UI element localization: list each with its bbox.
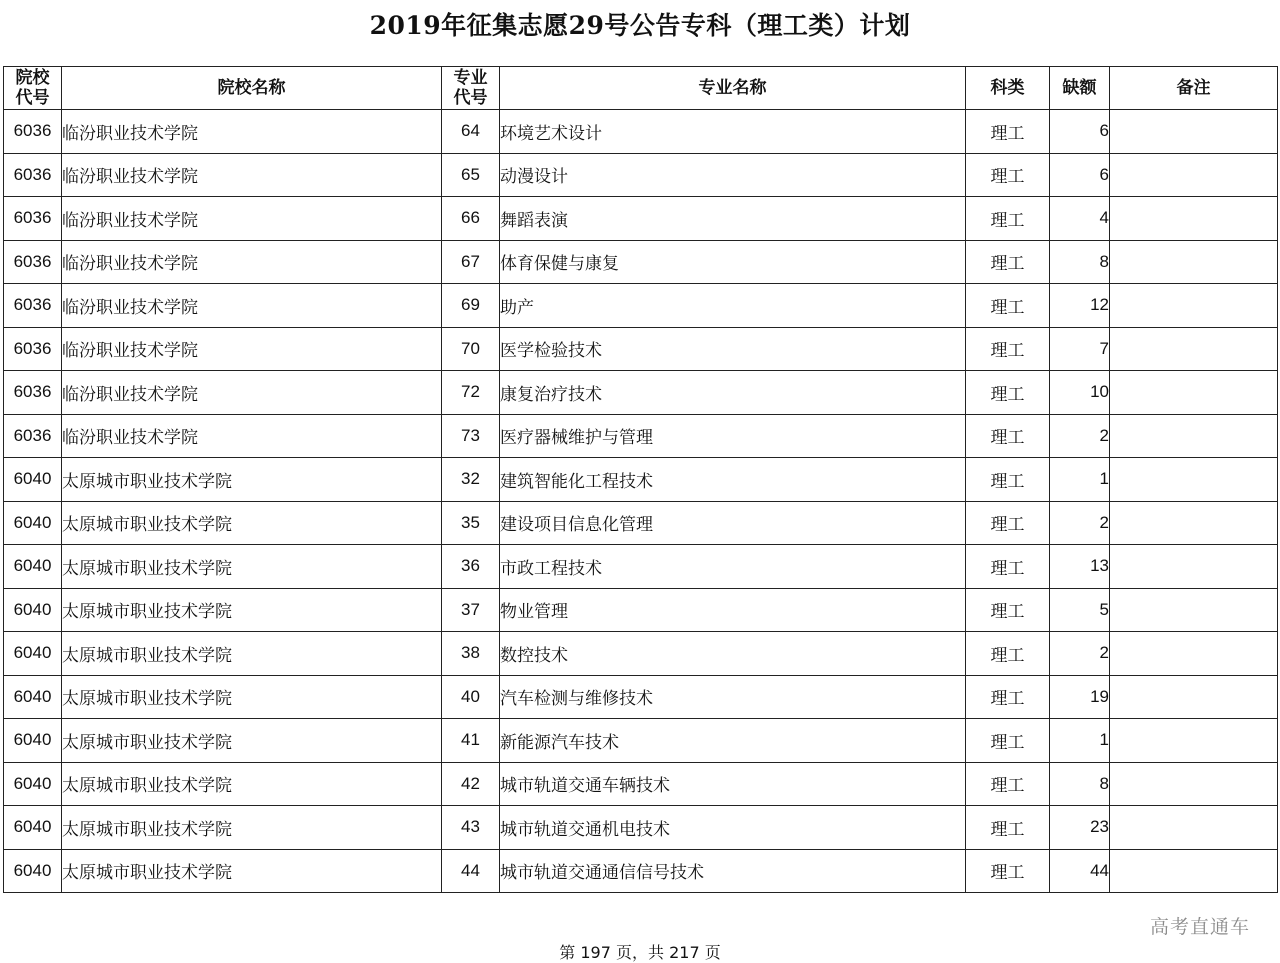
- cell-school-code: 6036: [4, 414, 62, 458]
- cell-school-code: 6036: [4, 284, 62, 328]
- table-row: [4, 719, 1278, 763]
- cell-quota: 2: [1050, 414, 1110, 458]
- cell-category: 理工: [966, 849, 1050, 893]
- cell-school-name: 太原城市职业技术学院: [62, 675, 442, 719]
- cell-major-name: 城市轨道交通通信信号技术: [500, 849, 966, 893]
- cell-school-code: 6040: [4, 545, 62, 589]
- cell-school-code: 6036: [4, 327, 62, 371]
- cell-quota: 1: [1050, 458, 1110, 502]
- cell-school-name: 临汾职业技术学院: [62, 284, 442, 328]
- cell-category: 理工: [966, 545, 1050, 589]
- cell-school-name: 太原城市职业技术学院: [62, 762, 442, 806]
- header-major-name: 专业名称: [500, 67, 966, 110]
- table-row: [4, 588, 1278, 632]
- cell-note: [1110, 675, 1278, 719]
- cell-category: 理工: [966, 588, 1050, 632]
- cell-school-code: 6040: [4, 588, 62, 632]
- cell-quota: 2: [1050, 501, 1110, 545]
- cell-school-name: 太原城市职业技术学院: [62, 588, 442, 632]
- cell-quota: 19: [1050, 675, 1110, 719]
- cell-major-code: 36: [442, 545, 500, 589]
- cell-category: 理工: [966, 284, 1050, 328]
- header-school-code: 院校 代号: [4, 67, 62, 110]
- cell-major-name: 建设项目信息化管理: [500, 501, 966, 545]
- cell-school-name: 太原城市职业技术学院: [62, 545, 442, 589]
- cell-school-code: 6040: [4, 632, 62, 676]
- cell-major-code: 40: [442, 675, 500, 719]
- cell-note: [1110, 327, 1278, 371]
- cell-note: [1110, 153, 1278, 197]
- cell-quota: 6: [1050, 153, 1110, 197]
- cell-major-name: 数控技术: [500, 632, 966, 676]
- cell-major-name: 城市轨道交通机电技术: [500, 806, 966, 850]
- cell-school-code: 6040: [4, 501, 62, 545]
- cell-school-code: 6040: [4, 806, 62, 850]
- cell-major-name: 汽车检测与维修技术: [500, 675, 966, 719]
- cell-school-name: 太原城市职业技术学院: [62, 632, 442, 676]
- table-row: [4, 371, 1278, 415]
- header-category: 科类: [966, 67, 1050, 110]
- header-major-code: 专业 代号: [442, 67, 500, 110]
- cell-major-code: 70: [442, 327, 500, 371]
- cell-school-name: 太原城市职业技术学院: [62, 806, 442, 850]
- table-row: [4, 414, 1278, 458]
- cell-major-code: 72: [442, 371, 500, 415]
- cell-quota: 8: [1050, 762, 1110, 806]
- cell-quota: 1: [1050, 719, 1110, 763]
- cell-school-code: 6040: [4, 719, 62, 763]
- table-row: [4, 849, 1278, 893]
- cell-category: 理工: [966, 501, 1050, 545]
- cell-major-code: 42: [442, 762, 500, 806]
- cell-major-name: 环境艺术设计: [500, 110, 966, 154]
- table-row: [4, 458, 1278, 502]
- cell-note: [1110, 719, 1278, 763]
- table-row: [4, 240, 1278, 284]
- plan-table: [3, 66, 1278, 893]
- cell-school-code: 6036: [4, 110, 62, 154]
- cell-major-code: 43: [442, 806, 500, 850]
- watermark-text: 高考直通车: [1149, 916, 1250, 938]
- cell-category: 理工: [966, 719, 1050, 763]
- cell-major-name: 建筑智能化工程技术: [500, 458, 966, 502]
- cell-note: [1110, 762, 1278, 806]
- cell-quota: 7: [1050, 327, 1110, 371]
- cell-quota: 23: [1050, 806, 1110, 850]
- cell-school-name: 太原城市职业技术学院: [62, 719, 442, 763]
- cell-school-name: 临汾职业技术学院: [62, 371, 442, 415]
- cell-category: 理工: [966, 632, 1050, 676]
- table-row: [4, 327, 1278, 371]
- page-footer: 第 197 页，共 217 页: [559, 943, 721, 962]
- cell-note: [1110, 240, 1278, 284]
- cell-school-code: 6040: [4, 675, 62, 719]
- cell-school-name: 太原城市职业技术学院: [62, 458, 442, 502]
- cell-major-code: 67: [442, 240, 500, 284]
- table-row: [4, 501, 1278, 545]
- cell-school-name: 临汾职业技术学院: [62, 414, 442, 458]
- cell-major-code: 65: [442, 153, 500, 197]
- cell-major-name: 医疗器械维护与管理: [500, 414, 966, 458]
- cell-quota: 5: [1050, 588, 1110, 632]
- table-row: [4, 545, 1278, 589]
- cell-note: [1110, 458, 1278, 502]
- cell-major-code: 64: [442, 110, 500, 154]
- table-row: [4, 110, 1278, 154]
- cell-category: 理工: [966, 806, 1050, 850]
- cell-major-name: 物业管理: [500, 588, 966, 632]
- cell-major-name: 城市轨道交通车辆技术: [500, 762, 966, 806]
- cell-category: 理工: [966, 762, 1050, 806]
- cell-major-code: 37: [442, 588, 500, 632]
- cell-major-name: 新能源汽车技术: [500, 719, 966, 763]
- cell-note: [1110, 414, 1278, 458]
- cell-school-code: 6036: [4, 240, 62, 284]
- cell-major-name: 市政工程技术: [500, 545, 966, 589]
- cell-school-name: 临汾职业技术学院: [62, 197, 442, 241]
- cell-major-code: 73: [442, 414, 500, 458]
- table-row: [4, 806, 1278, 850]
- cell-quota: 12: [1050, 284, 1110, 328]
- cell-category: 理工: [966, 197, 1050, 241]
- cell-major-name: 医学检验技术: [500, 327, 966, 371]
- cell-school-name: 临汾职业技术学院: [62, 153, 442, 197]
- cell-category: 理工: [966, 110, 1050, 154]
- cell-quota: 44: [1050, 849, 1110, 893]
- cell-school-code: 6040: [4, 849, 62, 893]
- cell-major-code: 44: [442, 849, 500, 893]
- cell-category: 理工: [966, 675, 1050, 719]
- cell-major-code: 69: [442, 284, 500, 328]
- cell-category: 理工: [966, 327, 1050, 371]
- cell-major-code: 32: [442, 458, 500, 502]
- cell-major-name: 康复治疗技术: [500, 371, 966, 415]
- header-school-name: 院校名称: [62, 67, 442, 110]
- header-quota: 缺额: [1050, 67, 1110, 110]
- cell-category: 理工: [966, 240, 1050, 284]
- cell-note: [1110, 371, 1278, 415]
- cell-school-name: 临汾职业技术学院: [62, 327, 442, 371]
- cell-major-name: 舞蹈表演: [500, 197, 966, 241]
- cell-note: [1110, 197, 1278, 241]
- cell-quota: 13: [1050, 545, 1110, 589]
- cell-school-name: 太原城市职业技术学院: [62, 849, 442, 893]
- cell-note: [1110, 849, 1278, 893]
- table-row: [4, 632, 1278, 676]
- cell-quota: 6: [1050, 110, 1110, 154]
- table-header-row: [4, 67, 1278, 110]
- cell-school-name: 临汾职业技术学院: [62, 110, 442, 154]
- cell-major-name: 助产: [500, 284, 966, 328]
- cell-note: [1110, 588, 1278, 632]
- table-row: [4, 284, 1278, 328]
- cell-school-code: 6040: [4, 458, 62, 502]
- page-title: 2019年征集志愿29号公告专科（理工类）计划: [369, 11, 911, 40]
- cell-category: 理工: [966, 153, 1050, 197]
- cell-note: [1110, 501, 1278, 545]
- cell-category: 理工: [966, 414, 1050, 458]
- table-row: [4, 675, 1278, 719]
- cell-major-code: 38: [442, 632, 500, 676]
- cell-quota: 10: [1050, 371, 1110, 415]
- cell-school-name: 临汾职业技术学院: [62, 240, 442, 284]
- table-row: [4, 762, 1278, 806]
- cell-note: [1110, 545, 1278, 589]
- header-note: 备注: [1110, 67, 1278, 110]
- table-row: [4, 197, 1278, 241]
- cell-category: 理工: [966, 371, 1050, 415]
- cell-note: [1110, 110, 1278, 154]
- cell-category: 理工: [966, 458, 1050, 502]
- cell-note: [1110, 806, 1278, 850]
- cell-note: [1110, 632, 1278, 676]
- cell-quota: 4: [1050, 197, 1110, 241]
- cell-major-code: 41: [442, 719, 500, 763]
- cell-school-code: 6036: [4, 371, 62, 415]
- cell-school-code: 6036: [4, 153, 62, 197]
- cell-major-code: 35: [442, 501, 500, 545]
- cell-quota: 8: [1050, 240, 1110, 284]
- cell-major-name: 动漫设计: [500, 153, 966, 197]
- cell-major-code: 66: [442, 197, 500, 241]
- cell-school-code: 6036: [4, 197, 62, 241]
- table-row: [4, 153, 1278, 197]
- cell-school-name: 太原城市职业技术学院: [62, 501, 442, 545]
- cell-quota: 2: [1050, 632, 1110, 676]
- cell-major-name: 体育保健与康复: [500, 240, 966, 284]
- cell-school-code: 6040: [4, 762, 62, 806]
- cell-note: [1110, 284, 1278, 328]
